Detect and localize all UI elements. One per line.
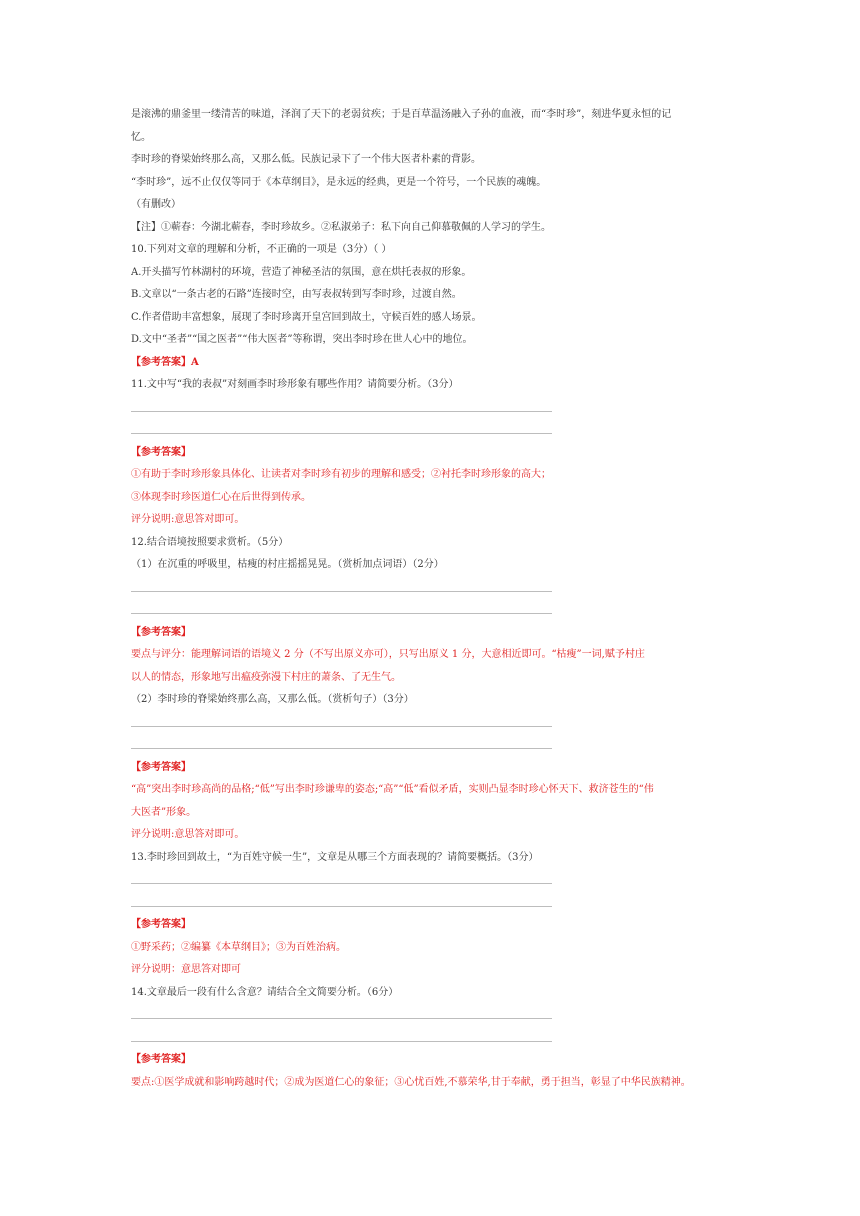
question-13: 13.李时珍回到故土，“为百姓守候一生”，文章是从哪三个方面表现的？请简要概括。（3分） [131,851,539,863]
scoring-note: 评分说明：意思答对即可 [131,964,241,975]
answer-12-2-line: 大医者”形象。 [131,806,197,818]
scoring-note: 评分说明:意思答对即可。 [131,514,245,525]
answer-11-line: ①有助于李时珍形象具体化、让读者对李时珍有初步的理解和感受；②衬托李时珍形象的高大； [131,469,551,480]
question-12: 12.结合语境按照要求赏析。（5分） [131,536,289,548]
answer-label: 【参考答案】 [131,1054,191,1065]
answer-label: 【参考答案】 [131,919,191,930]
passage-line: 李时珍的脊梁始终那么高，又那么低。民族记录下了一个伟大医者朴素的背影。 [131,154,481,165]
scoring-note: 评分说明:意思答对即可。 [131,829,245,840]
question-14: 14.文章最后一段有什么含意？请结合全文简要分析。（6分） [131,986,399,998]
answer-blank-line[interactable] [131,869,733,892]
option-d: D.文中“圣者”“国之医者”“伟大医者”等称谓，突出李时珍在世人心中的地位。 [131,334,473,345]
question-10: 10.下列对文章的理解和分析，不正确的一项是（3分）（ ） [131,244,392,255]
answer-12-2-line: “高”突出李时珍高尚的品格;“低”写出李时珍谦卑的姿态;“高”“低”看似矛盾，实则凸显李时珍心怀天下、救济苍生的“伟 [131,784,654,795]
passage-line: “李时珍”，远不止仅仅等同于《本草纲目》，是永远的经典，更是一个符号，一个民族的魂魄。 [131,176,547,188]
question-12-sub2: （2）李时珍的脊梁始终那么高，又那么低。（赏析句子）（3分） [131,694,414,705]
answer-14-line: 要点:①医学成就和影响跨越时代；②成为医道仁心的象征；③心忧百姓,不慕荣华,甘于奉献，勇于担当，彰显了中华民族精神。 [131,1076,691,1088]
answer-blank-line[interactable] [131,734,733,757]
answer-10: 【参考答案】A [131,356,199,368]
answer-blank-line[interactable] [131,1027,733,1050]
passage-source: （有删改） [131,199,181,210]
option-a: A.开头描写竹林湖村的环境，营造了神秘圣洁的氛围，意在烘托表叔的形象。 [131,266,472,278]
passage-line: 是滚沸的鼎釜里一缕清苦的味道，泽润了天下的老弱贫疾；于是百草温汤融入子孙的血液，而“李时珍”，刻进华夏永恒的记 [131,109,672,120]
option-b: B.文章以“一条古老的石路”连接时空，由写表叔转到写李时珍，过渡自然。 [131,289,462,300]
question-11: 11.文中写“我的表叔”对刻画李时珍形象有哪些作用？请简要分析。（3分） [131,379,459,390]
passage-line: 忆。 [131,131,151,143]
answer-12-1-line: 要点与评分：能理解词语的语境义 2 分（不写出原义亦可），只写出原义 1 分，大意相近即可。“枯瘦”一词,赋予村庄 [131,649,645,660]
answer-blank-line[interactable] [131,1004,733,1027]
option-c: C.作者借助丰富想象，展现了李时珍离开皇宫回到故土，守候百姓的感人场景。 [131,311,482,323]
answer-label: 【参考答案】 [131,761,191,773]
answer-blank-line[interactable] [131,577,733,600]
answer-11-line: ③体现李时珍医道仁心在后世得到传承。 [131,491,311,503]
answer-label: 【参考答案】 [131,446,191,458]
answer-blank-line[interactable] [131,712,733,735]
answer-13-line: ①野采药；②编纂《本草纲目》；③为百姓治病。 [131,941,346,953]
answer-blank-line[interactable] [131,599,733,622]
document-content [131,104,733,1094]
answer-blank-line[interactable] [131,397,733,420]
passage-note: 【注】①蕲春：今湖北蕲春，李时珍故乡。②私淑弟子：私下向自己仰慕敬佩的人学习的学生。 [131,221,551,233]
answer-blank-line[interactable] [131,419,733,442]
answer-label: 【参考答案】 [131,626,191,638]
question-12-sub1: （1）在沉重的呼吸里，枯瘦的村庄摇摇晃晃。（赏析加点词语）（2分） [131,559,444,570]
answer-12-1-line: 以人的情态，形象地写出瘟疫弥漫下村庄的萧条、了无生气。 [131,671,401,683]
answer-blank-line[interactable] [131,892,733,915]
